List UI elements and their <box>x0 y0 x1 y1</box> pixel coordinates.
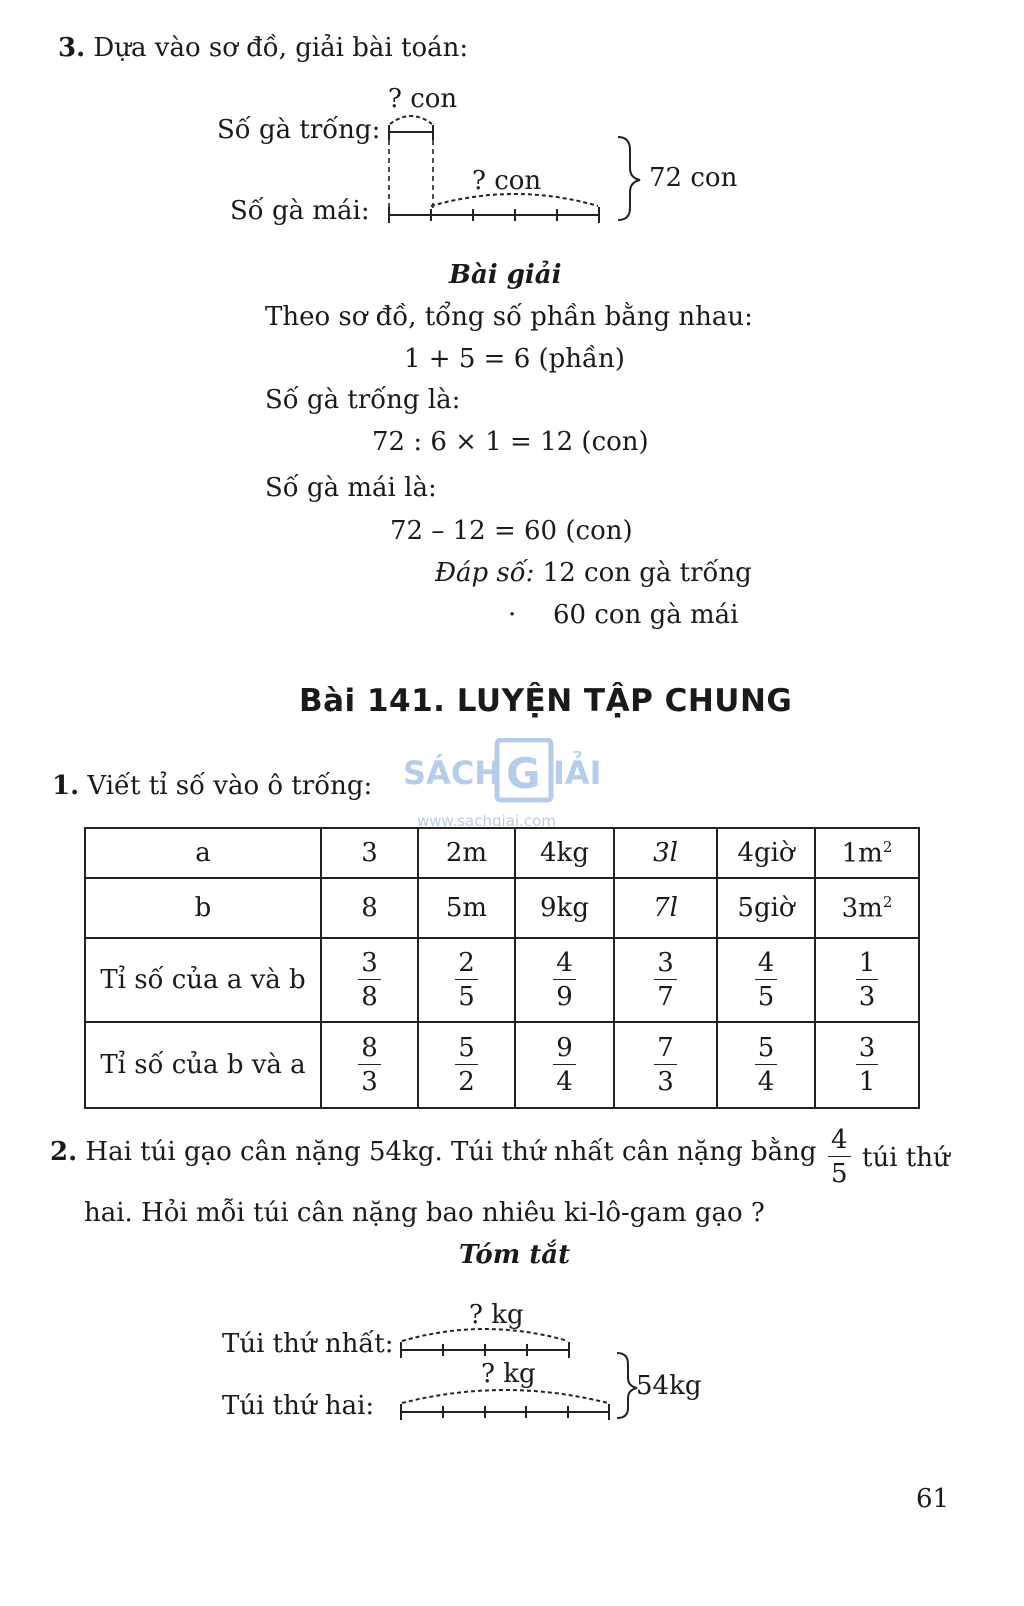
fraction <box>553 950 576 1010</box>
cell-b-6-value: 3m <box>841 893 883 924</box>
ex3-brace <box>618 137 640 220</box>
fraction-den: 3 <box>858 982 876 1012</box>
fraction-den: 4 <box>556 1067 573 1097</box>
cell-a-1: 3 <box>321 828 418 878</box>
fraction-den: 1 <box>858 1067 876 1097</box>
ex3-line-5: Số gà mái là: <box>265 473 437 503</box>
fraction-num: 2 <box>455 950 478 980</box>
row-label-ba: Tỉ số của b và a <box>85 1022 321 1108</box>
ex2-label-bag2: Túi thứ hai: <box>222 1391 375 1421</box>
cell-a-2: 2m <box>418 828 515 878</box>
ex3-total: 72 con <box>649 163 738 193</box>
cell-ab-6 <box>815 938 919 1022</box>
lesson-title: Bài 141. LUYỆN TẬP CHUNG <box>299 683 793 719</box>
ex3-label-rooster: Số gà trống: <box>217 115 381 145</box>
page-number: 61 <box>916 1484 950 1514</box>
ex3-answer-label: Đáp số: <box>435 558 535 588</box>
cell-a-3: 4kg <box>515 828 614 878</box>
cell-ba-4 <box>614 1022 717 1108</box>
fraction <box>358 1035 381 1095</box>
fraction-den: 7 <box>657 982 674 1012</box>
ex3-number: 3. <box>58 33 86 63</box>
fraction-num: 8 <box>358 1035 381 1065</box>
ex3-segment-diagram <box>0 0 1024 240</box>
table-row-ratio-ab <box>85 938 919 1022</box>
fraction <box>654 1035 677 1095</box>
fraction-num: 4 <box>828 1127 851 1157</box>
cell-ba-6 <box>815 1022 919 1108</box>
table-row-a <box>85 828 919 878</box>
ex3-answer-dot: · <box>508 600 517 630</box>
watermark-right: IẢI <box>553 754 602 792</box>
cell-a-6 <box>815 828 919 878</box>
fraction <box>856 950 879 1010</box>
cell-a-4: 3l <box>614 828 717 878</box>
ex1-prompt <box>52 771 372 801</box>
cell-b-1: 8 <box>321 878 418 938</box>
ex3-line-3: Số gà trống là: <box>265 385 461 415</box>
row-label-ab: Tỉ số của a và b <box>85 938 321 1022</box>
row-label-a: a <box>85 828 321 878</box>
ex3-line-4: 72 : 6 × 1 = 12 (con) <box>372 427 649 457</box>
cell-ba-2 <box>418 1022 515 1108</box>
cell-b-4: 7l <box>614 878 717 938</box>
ex2-text-3: hai. Hỏi mỗi túi cân nặng bao nhiêu ki-lô-gam gạo ? <box>84 1198 765 1228</box>
ex2-summary-title: Tóm tắt <box>459 1240 571 1270</box>
cell-ab-3 <box>515 938 614 1022</box>
fraction <box>755 950 778 1010</box>
ex2-label-bag1: Túi thứ nhất: <box>222 1329 394 1359</box>
fraction-den: 5 <box>757 982 775 1012</box>
ex1-prompt-text: Viết tỉ số vào ô trống: <box>87 771 373 801</box>
fraction-den: 9 <box>556 982 573 1012</box>
cell-ba-5 <box>717 1022 815 1108</box>
table-row-ratio-ba <box>85 1022 919 1108</box>
hen-segment <box>389 194 599 223</box>
ex3-answer-1: 12 con gà trống <box>542 558 752 588</box>
ex2-brace <box>617 1353 637 1418</box>
watermark-url: www.sachgiai.com <box>417 812 556 830</box>
cell-a-5: 4giờ <box>717 828 815 878</box>
fraction <box>755 1035 778 1095</box>
fraction-den: 3 <box>657 1067 674 1097</box>
fraction <box>455 950 478 1010</box>
ex3-answer-2: 60 con gà mái <box>553 600 739 630</box>
fraction-num: 3 <box>856 1035 879 1065</box>
fraction-num: 7 <box>654 1035 677 1065</box>
fraction-num: 4 <box>755 950 778 980</box>
fraction-den: 2 <box>458 1067 475 1097</box>
cell-b-2: 5m <box>418 878 515 938</box>
bag2-segment <box>401 1390 609 1420</box>
watermark-left: SÁCH <box>403 754 502 792</box>
fraction <box>828 1127 851 1187</box>
row-label-b: b <box>85 878 321 938</box>
fraction-num: 5 <box>455 1035 478 1065</box>
fraction <box>358 950 381 1010</box>
ex3-solution-title: Bài giải <box>449 260 562 290</box>
ex2-q1: ? kg <box>469 1300 524 1330</box>
ex3-answer-row-1 <box>435 558 752 588</box>
fraction <box>856 1035 879 1095</box>
ex3-line-1: Theo sơ đồ, tổng số phần bằng nhau: <box>265 302 753 332</box>
ex3-line-2: 1 + 5 = 6 (phần) <box>404 344 625 374</box>
fraction-num: 4 <box>553 950 576 980</box>
fraction-den: 4 <box>757 1067 775 1097</box>
cell-ab-5 <box>717 938 815 1022</box>
table-row-b <box>85 878 919 938</box>
ex3-label-hen: Số gà mái: <box>230 196 370 226</box>
fraction-num: 1 <box>856 950 879 980</box>
fraction-den: 3 <box>361 1067 378 1097</box>
cell-a-6-exp: 2 <box>882 837 893 856</box>
ex1-number: 1. <box>52 771 80 801</box>
ex3-q-hen: ? con <box>472 166 542 196</box>
cell-a-6-value: 1m <box>841 838 883 869</box>
cell-ba-3 <box>515 1022 614 1108</box>
cell-ab-4 <box>614 938 717 1022</box>
fraction-num: 5 <box>755 1035 778 1065</box>
watermark-g: G <box>506 749 541 798</box>
cell-b-5: 5giờ <box>717 878 815 938</box>
fraction-den: 8 <box>361 982 378 1012</box>
ex3-line-6: 72 – 12 = 60 (con) <box>390 516 633 546</box>
ex2-line-1 <box>50 1137 817 1167</box>
fraction <box>553 1035 576 1095</box>
ex2-fraction <box>828 1127 851 1187</box>
cell-b-6 <box>815 878 919 938</box>
cell-ba-1 <box>321 1022 418 1108</box>
sachgiai-watermark <box>403 738 603 838</box>
cell-ab-1 <box>321 938 418 1022</box>
rooster-segment <box>389 116 433 140</box>
ex2-segment-diagram <box>0 1290 1024 1440</box>
ratio-table <box>84 827 920 1109</box>
ex2-text-2: túi thứ <box>862 1143 950 1173</box>
fraction-den: 5 <box>831 1159 848 1189</box>
fraction <box>455 1035 478 1095</box>
ex3-prompt-text: Dựa vào sơ đồ, giải bài toán: <box>93 33 469 63</box>
fraction-num: 3 <box>358 950 381 980</box>
ex2-q2: ? kg <box>481 1359 536 1389</box>
cell-ab-2 <box>418 938 515 1022</box>
cell-b-3: 9kg <box>515 878 614 938</box>
fraction-num: 3 <box>654 950 677 980</box>
bag1-segment <box>401 1329 569 1358</box>
ex2-number: 2. <box>50 1137 78 1167</box>
cell-b-6-exp: 2 <box>882 892 893 911</box>
ex3-q-rooster: ? con <box>388 84 458 114</box>
fraction-num: 9 <box>553 1035 576 1065</box>
fraction <box>654 950 677 1010</box>
fraction-den: 5 <box>458 982 475 1012</box>
ex2-total: 54kg <box>636 1371 702 1401</box>
ex2-text-1: Hai túi gạo cân nặng 54kg. Túi thứ nhất cân nặng bằng <box>85 1137 817 1167</box>
